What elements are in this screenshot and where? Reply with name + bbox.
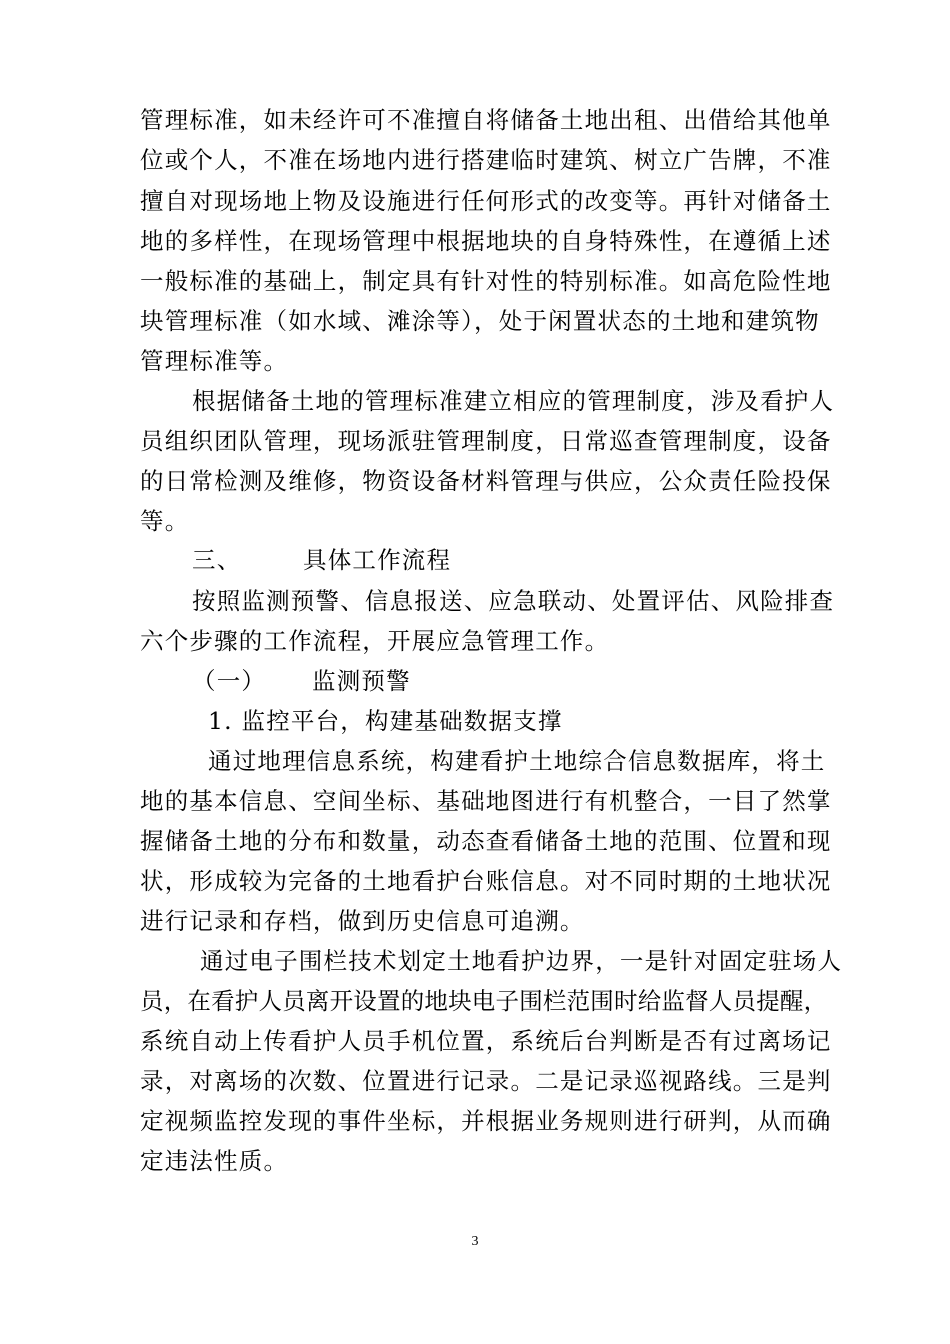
paragraph-1-line-2: 位或个人，不准在场地内进行搭建临时建筑、树立广告牌，不准 [140, 146, 832, 174]
paragraph-5-line-5: 定视频监控发现的事件坐标，并根据业务规则进行研判，从而确 [140, 1107, 832, 1135]
paragraph-1-line-4: 地的多样性，在现场管理中根据地块的自身特殊性，在遵循上述 [140, 227, 832, 255]
paragraph-5-line-1: 通过电子围栏技术划定土地看护边界，一是针对固定驻场人 [200, 947, 843, 975]
paragraph-4-line-2: 地的基本信息、空间坐标、基础地图进行有机整合，一目了然掌 [140, 787, 832, 815]
paragraph-5-line-2: 员，在看护人员离开设置的地块电子围栏范围时给监督人员提醒， [140, 987, 828, 1015]
paragraph-1-line-5: 一般标准的基础上，制定具有针对性的特别标准。如高危险性地 [140, 267, 832, 295]
paragraph-4-line-3: 握储备土地的分布和数量，动态查看储备土地的范围、位置和现 [140, 827, 832, 855]
paragraph-5-line-3: 系统自动上传看护人员手机位置，系统后台判断是否有过离场记 [140, 1027, 832, 1055]
section-number: 三、 [192, 546, 242, 574]
paragraph-2-line-4: 等。 [140, 507, 190, 535]
paragraph-2-line-1: 根据储备土地的管理标准建立相应的管理制度，涉及看护人 [192, 387, 835, 415]
paragraph-1-line-7: 管理标准等。 [140, 347, 289, 375]
paragraph-1-line-6: 块管理标准（如水域、滩涂等），处于闲置状态的土地和建筑物 [140, 307, 820, 335]
subsection-title: 监测预警 [312, 667, 411, 695]
paragraph-4-line-5: 进行记录和存档，做到历史信息可追溯。 [140, 907, 585, 935]
section-title: 具体工作流程 [303, 546, 452, 574]
subsection-number: （一） [192, 667, 267, 695]
paragraph-4-line-4: 状，形成较为完备的土地看护台账信息。对不同时期的土地状况 [140, 867, 832, 895]
page-number: 3 [471, 1234, 479, 1249]
item-heading-1: 1. 监控平台，构建基础数据支撑 [208, 707, 563, 735]
paragraph-5-line-4: 录，对离场的次数、位置进行记录。二是记录巡视路线。三是判 [140, 1067, 832, 1095]
paragraph-1-line-1: 管理标准，如未经许可不准擅自将储备土地出租、出借给其他单 [140, 106, 832, 134]
paragraph-3-line-1: 按照监测预警、信息报送、应急联动、处置评估、风险排查 [192, 587, 835, 615]
paragraph-5-line-6: 定违法性质。 [140, 1147, 289, 1175]
paragraph-2-line-2: 员组织团队管理，现场派驻管理制度，日常巡查管理制度，设备 [140, 427, 832, 455]
paragraph-1-line-3: 擅自对现场地上物及设施进行任何形式的改变等。再针对储备土 [140, 187, 832, 215]
paragraph-3-line-2: 六个步骤的工作流程，开展应急管理工作。 [140, 627, 610, 655]
paragraph-2-line-3: 的日常检测及维修，物资设备材料管理与供应，公众责任险投保 [140, 467, 832, 495]
paragraph-4-line-1: 通过地理信息系统，构建看护土地综合信息数据库，将土 [208, 747, 826, 775]
